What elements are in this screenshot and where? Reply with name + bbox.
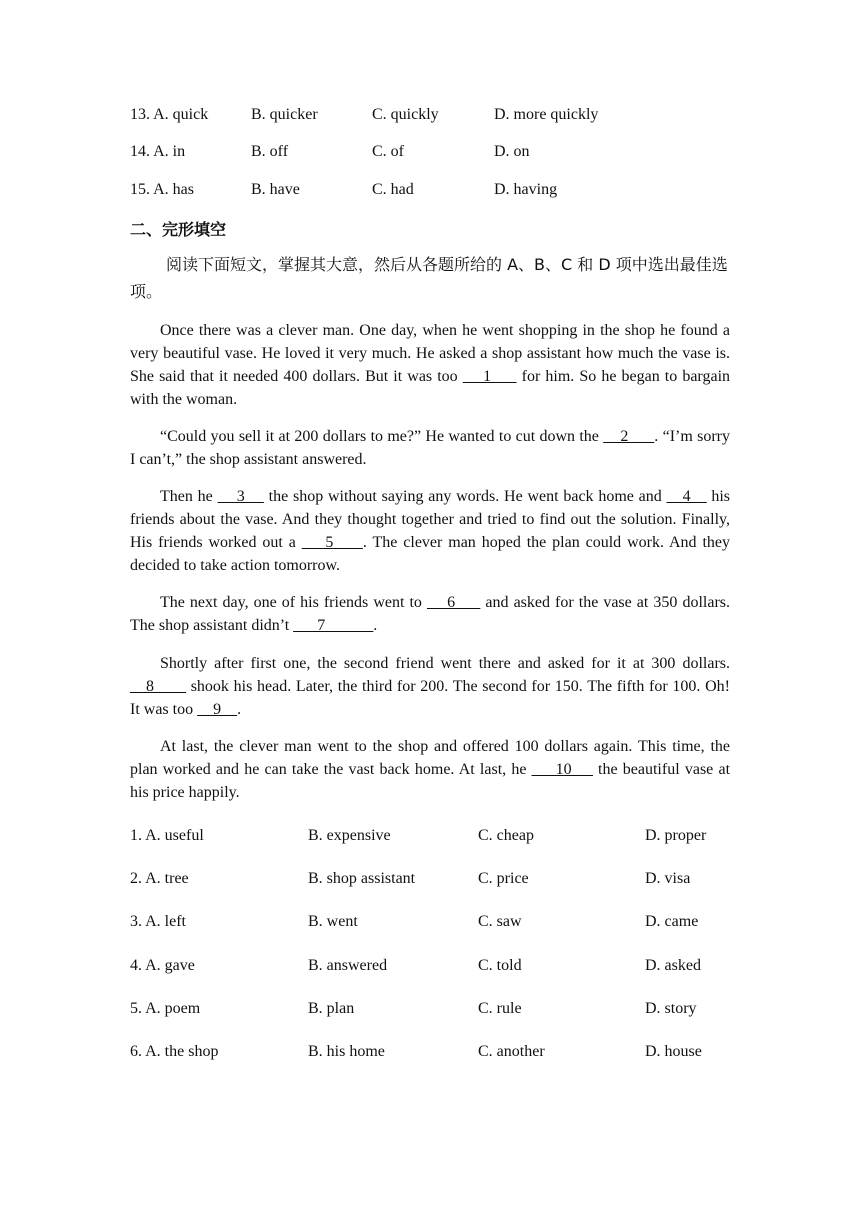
blank-8: __8____ (130, 678, 186, 695)
blank-10: ___10_ _ (531, 761, 593, 778)
paragraph-text: the beautiful vase at his price happily. (130, 761, 731, 801)
option-b: B. went (308, 913, 358, 930)
option-d: D. having (494, 181, 558, 198)
option-a: 3. A. left (130, 913, 186, 930)
option-c: C. another (478, 1043, 545, 1060)
instructions: 阅读下面短文，掌握其大意，然后从各题所给的 A、B、C 和 D 项中选出最佳选项。 (130, 255, 728, 301)
option-b: B. expensive (308, 827, 391, 844)
option-c: C. of (372, 143, 404, 160)
option-b: B. his home (308, 1043, 385, 1060)
option-c: C. price (478, 870, 529, 887)
option-c: C. told (478, 957, 522, 974)
paragraph-text: . “I’m sorry I can’t,” the shop assistant answered. (130, 428, 730, 468)
option-d: D. house (645, 1043, 702, 1060)
option-d: D. on (494, 143, 530, 160)
option-a: 5. A. poem (130, 1000, 201, 1017)
option-c: C. cheap (478, 827, 534, 844)
option-d: D. more quickly (494, 106, 599, 123)
option-b: B. have (251, 181, 300, 198)
passage-paragraph-6 (130, 735, 730, 804)
paragraph-text: Then he (160, 488, 218, 505)
option-b: B. plan (308, 1000, 355, 1017)
blank-7: ___7______ (293, 617, 374, 634)
section-title: 二、完形填空 (130, 220, 227, 239)
option-a: 13. A. quick (130, 106, 209, 123)
paragraph-text: for him. So he began to bargain with the woman. (130, 368, 731, 408)
blank-4: __4__ (666, 488, 707, 505)
option-b: B. answered (308, 957, 388, 974)
blank-9: 9 (197, 701, 238, 718)
option-d: D. story (645, 1000, 697, 1017)
option-a: 14. A. in (130, 143, 186, 160)
option-a: 6. A. the shop (130, 1043, 219, 1060)
paragraph-text: shook his head. Later, the third for 200. The second for 150. The fifth for 100. Oh! It was too (130, 678, 730, 718)
paragraph-text: and asked for the vase at 350 dollars. The shop assistant didn’t (130, 594, 730, 634)
passage-paragraph-1 (130, 319, 730, 411)
blank-1: 1 (462, 368, 517, 385)
paragraph-text: the shop without saying any words. He went back home and (263, 488, 667, 505)
option-d: D. visa (645, 870, 691, 887)
option-d: D. proper (645, 827, 707, 844)
option-a: 15. A. has (130, 181, 194, 198)
option-c: C. saw (478, 913, 522, 930)
paragraph-text: . The clever man hoped the plan could work. And they decided to take action tomorrow. (130, 534, 730, 574)
passage-paragraph-4 (130, 591, 730, 637)
option-a: 2. A. tree (130, 870, 189, 887)
passage-paragraph-3 (130, 485, 730, 577)
option-d: D. came (645, 913, 699, 930)
option-c: C. rule (478, 1000, 522, 1017)
paragraph-text: Once there was a clever man. One day, when he went shopping in the shop he found a very beautiful vase. He loved it very much. He asked a shop assistant how much the vase is. She said that it needed 400 dollars. But it was too (130, 322, 730, 385)
option-c: C. quickly (372, 106, 439, 123)
passage-paragraph-2 (130, 425, 730, 471)
option-d: D. asked (645, 957, 701, 974)
paragraph-text: Shortly after first one, the second friend went there and asked for it at 300 dollars. (160, 655, 730, 672)
passage-paragraph-5 (130, 652, 730, 721)
blank-6: 6 (426, 594, 481, 611)
blank-5: 5 (301, 534, 363, 551)
blank-3: 3 (217, 488, 264, 505)
paragraph-text: . (373, 617, 378, 634)
option-a: 1. A. useful (130, 827, 204, 844)
paragraph-text: “Could you sell it at 200 dollars to me?” He wanted to cut down the (160, 428, 604, 445)
option-b: B. shop assistant (308, 870, 416, 887)
option-a: 4. A. gave (130, 957, 195, 974)
option-b: B. off (251, 143, 289, 160)
paragraph-text: At last, the clever man went to the shop and offered 100 dollars again. This time, the plan worked and he can take the vast back home. At last, he (130, 738, 730, 778)
paragraph-text: . (237, 701, 242, 718)
option-c: C. had (372, 181, 414, 198)
option-b: B. quicker (251, 106, 318, 123)
paragraph-text: The next day, one of his friends went to (160, 594, 427, 611)
blank-2: 2 (603, 428, 655, 445)
paragraph-text: his friends about the vase. And they thought together and tried to find out the solution. Finally, His friends worked out a (130, 488, 731, 551)
